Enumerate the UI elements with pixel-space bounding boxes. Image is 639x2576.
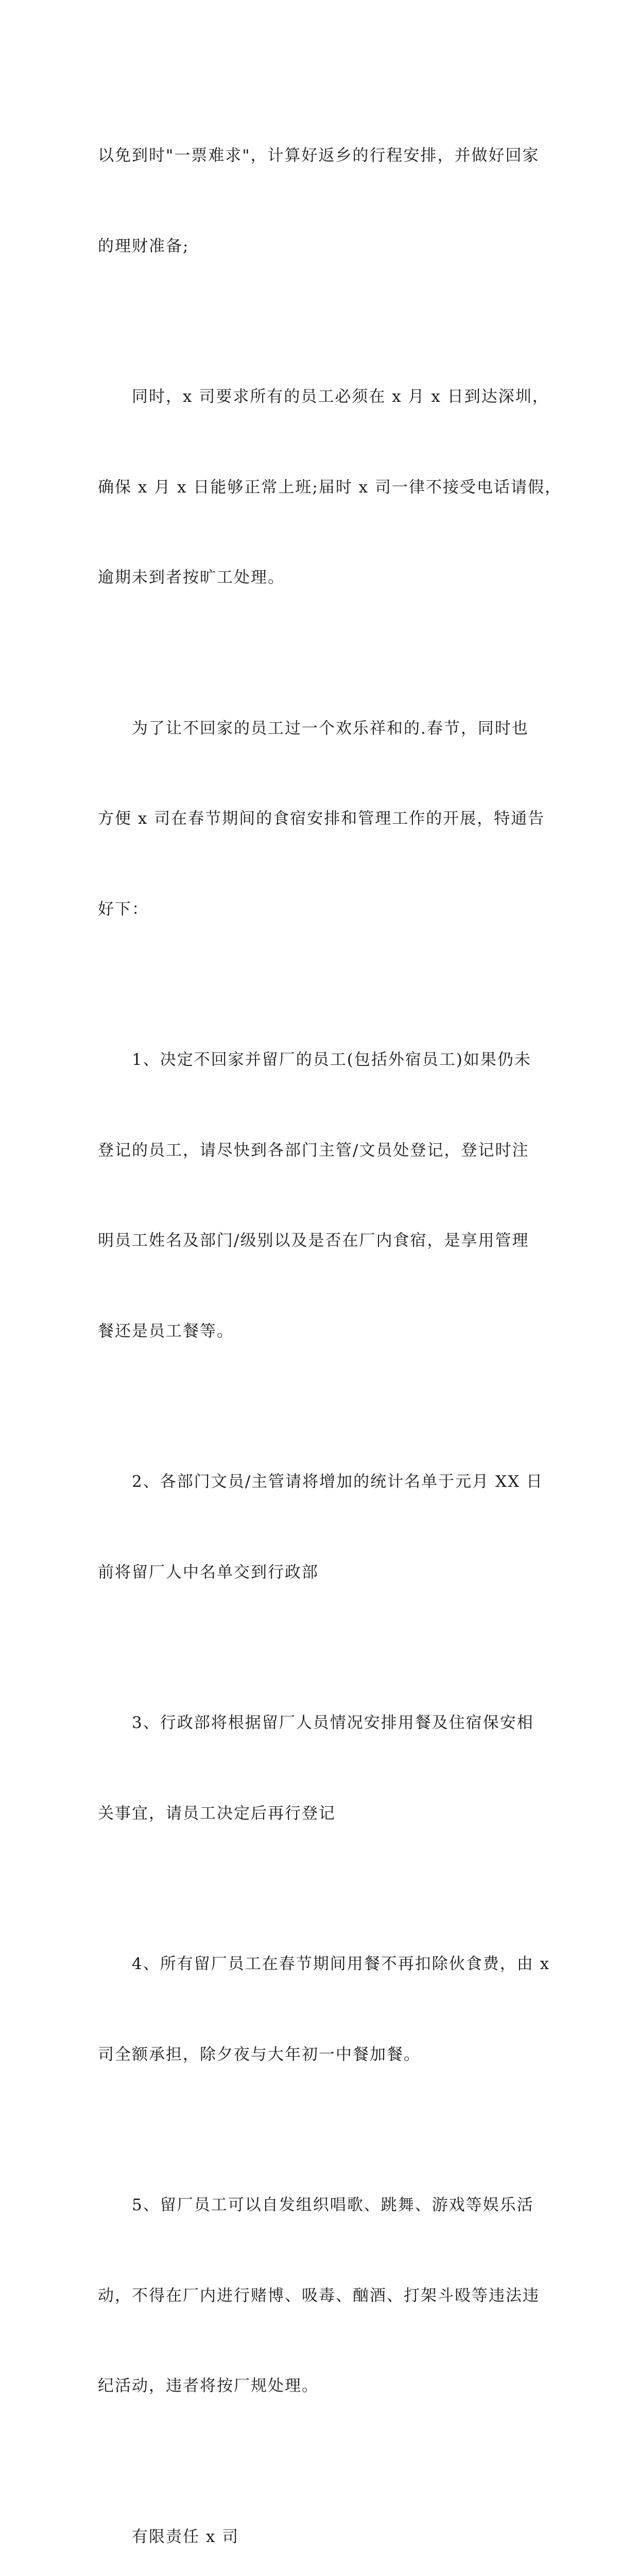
- text-line: 有限责任 x 司: [98, 2522, 551, 2552]
- paragraph-return-deadline: [98, 321, 551, 653]
- text-line: 3、行政部将根据留厂人员情况安排用餐及住宿保安相: [98, 1708, 551, 1738]
- paragraph-notice-intro: [98, 653, 551, 985]
- text-line: 司全额承担，除夕夜与大年初一中餐加餐。: [98, 2040, 551, 2070]
- paragraph-item-2: [98, 1406, 551, 1648]
- text-line: 登记的员工，请尽快到各部门主管/文员处登记，登记时注: [98, 1136, 551, 1166]
- text-line: 餐还是员工餐等。: [98, 1316, 551, 1347]
- text-line: 好下：: [98, 894, 551, 925]
- text-line: 明员工姓名及部门/级别以及是否在厂内食宿，是享用管理: [98, 1226, 551, 1256]
- text-line: 前将留厂人中名单交到行政部: [98, 1557, 551, 1588]
- signature-company: [98, 2462, 551, 2576]
- document-page: [0, 0, 639, 904]
- paragraph-item-4: [98, 1889, 551, 2130]
- text-line: 确保 x 月 x 日能够正常上班;届时 x 司一律不接受电话请假，: [98, 472, 551, 503]
- text-line: 纪活动，违者将按厂规处理。: [98, 2371, 551, 2401]
- paragraph-item-1: [98, 985, 551, 1406]
- text-line: 的理财准备;: [98, 231, 551, 262]
- paragraph-item-5: [98, 2130, 551, 2462]
- text-line: 关事宜，请员工决定后再行登记: [98, 1799, 551, 1829]
- text-line: 方便 x 司在春节期间的食宿安排和管理工作的开展，特通告: [98, 804, 551, 834]
- text-line: 以免到时"一票难求"，计算好返乡的行程安排，并做好回家: [98, 141, 551, 171]
- text-line: 为了让不回家的员工过一个欢乐祥和的.春节，同时也: [98, 714, 551, 744]
- document-body: [98, 80, 551, 2576]
- text-line: 5、留厂员工可以自发组织唱歌、跳舞、游戏等娱乐活: [98, 2190, 551, 2221]
- text-line: 4、所有留厂员工在春节期间用餐不再扣除伙食费，由 x: [98, 1949, 551, 1979]
- text-line: 同时，x 司要求所有的员工必须在 x 月 x 日到达深圳，: [98, 382, 551, 412]
- text-line: 1、决定不回家并留厂的员工(包括外宿员工)如果仍未: [98, 1045, 551, 1075]
- text-line: 2、各部门文员/主管请将增加的统计名单于元月 XX 日: [98, 1467, 551, 1497]
- text-line: 动，不得在厂内进行赌博、吸毒、酗酒、打架斗殴等违法违: [98, 2281, 551, 2311]
- paragraph-item-3: [98, 1648, 551, 1889]
- text-line: 逾期未到者按旷工处理。: [98, 563, 551, 593]
- paragraph-travel-prep: [98, 80, 551, 321]
